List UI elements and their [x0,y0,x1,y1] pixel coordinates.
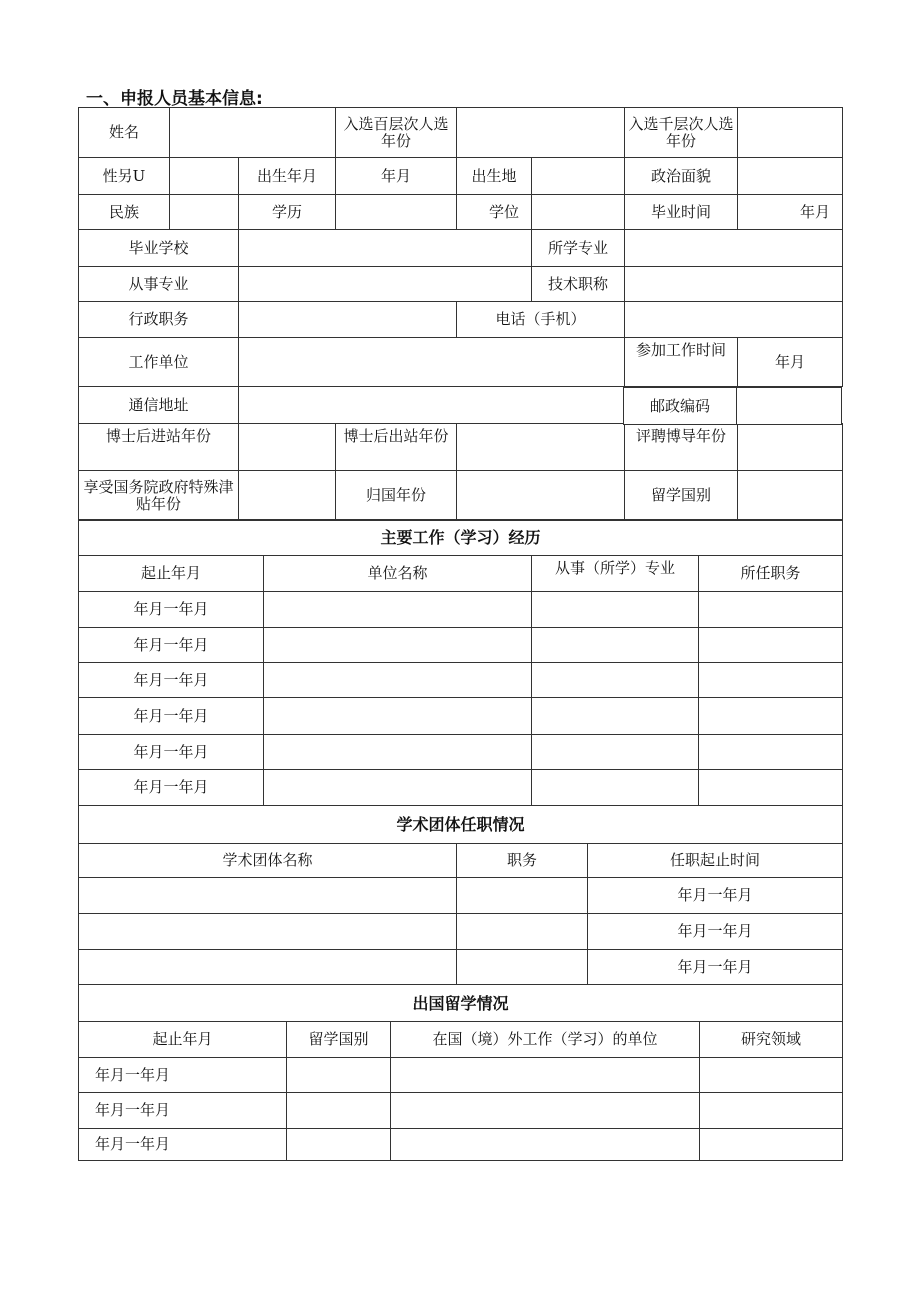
label-birthplace: 出生地 [457,158,532,195]
work-major[interactable] [532,735,699,770]
work-header-employer: 单位名称 [264,556,532,592]
work-section-title: 主要工作（学习）经历 [79,520,843,556]
field-grad-time[interactable]: 年月 [738,195,843,230]
field-phone[interactable] [625,302,843,338]
field-allowance[interactable] [239,471,336,521]
field-birth[interactable]: 年月 [336,158,457,195]
field-thousand-year[interactable] [738,108,843,158]
field-study-country[interactable] [738,471,843,521]
field-birthplace[interactable] [532,158,625,195]
field-name[interactable] [170,108,336,158]
abroad-period[interactable]: 年月一年月 [79,1058,287,1093]
label-address: 通信地址 [79,387,239,424]
label-ethnicity: 民族 [79,195,170,230]
field-ethnicity[interactable] [170,195,239,230]
work-period[interactable]: 年月一年月 [79,628,264,663]
work-period[interactable]: 年月一年月 [79,592,264,628]
table-row [79,914,843,950]
field-school[interactable] [239,230,532,267]
work-post[interactable] [699,592,843,628]
table-row [79,950,843,985]
table-row [79,735,843,770]
field-admin-post[interactable] [239,302,457,338]
label-title: 技术职称 [532,267,625,302]
academic-post[interactable] [457,878,588,914]
work-employer[interactable] [264,698,532,735]
field-title[interactable] [625,267,843,302]
work-major[interactable] [532,770,699,806]
label-postcode-cell: 邮政编码 [624,388,737,425]
field-degree[interactable] [532,195,625,230]
label-postdoc-in: 博士后进站年份 [79,424,239,471]
work-period[interactable]: 年月一年月 [79,663,264,698]
table-row [79,1058,843,1093]
work-period[interactable]: 年月一年月 [79,698,264,735]
address-postcode-row [623,387,842,425]
table-row [79,1093,843,1129]
abroad-country[interactable] [287,1058,391,1093]
field-postdoc-in[interactable] [239,424,336,471]
abroad-country[interactable] [287,1093,391,1129]
academic-name[interactable] [79,950,457,985]
academic-period[interactable]: 年月一年月 [588,914,843,950]
label-allowance: 享受国务院政府特殊津贴年份 [79,471,239,521]
field-gender[interactable] [170,158,239,195]
abroad-header-period: 起止年月 [79,1022,287,1058]
table-row [79,663,843,698]
abroad-field[interactable] [700,1093,843,1129]
academic-name[interactable] [79,878,457,914]
work-major[interactable] [532,628,699,663]
abroad-institution[interactable] [391,1093,700,1129]
field-postcode[interactable] [737,388,842,425]
abroad-header-institution: 在国（境）外工作（学习）的单位 [391,1022,700,1058]
work-major[interactable] [532,663,699,698]
academic-period[interactable]: 年月一年月 [588,950,843,985]
field-education[interactable] [336,195,457,230]
field-work-start[interactable]: 年月 [738,338,843,387]
field-profession[interactable] [239,267,532,302]
table-row [79,1129,843,1161]
abroad-header-field: 研究领域 [700,1022,843,1058]
label-birth: 出生年月 [239,158,336,195]
academic-post[interactable] [457,950,588,985]
academic-header-name: 学术团体名称 [79,844,457,878]
work-post[interactable] [699,735,843,770]
abroad-period[interactable]: 年月一年月 [79,1093,287,1129]
academic-name[interactable] [79,914,457,950]
label-profession: 从事专业 [79,267,239,302]
label-school: 毕业学校 [79,230,239,267]
field-hundred-year[interactable] [457,108,625,158]
label-degree: 学位 [457,195,532,230]
work-major[interactable] [532,592,699,628]
academic-header-period: 任职起止时间 [588,844,843,878]
academic-post[interactable] [457,914,588,950]
work-employer[interactable] [264,735,532,770]
work-period[interactable]: 年月一年月 [79,735,264,770]
field-doctoral-supervisor[interactable] [738,424,843,471]
field-return-year[interactable] [457,471,625,521]
academic-table [78,805,843,985]
table-row [79,698,843,735]
academic-section-title: 学术团体任职情况 [79,806,843,844]
basic-info-table [78,107,843,521]
work-employer[interactable] [264,628,532,663]
field-politics[interactable] [738,158,843,195]
abroad-institution[interactable] [391,1129,700,1161]
label-gender: 性另U [79,158,170,195]
work-employer[interactable] [264,663,532,698]
label-postdoc-out: 博士后出站年份 [336,424,457,471]
work-header-post: 所任职务 [699,556,843,592]
academic-header-post: 职务 [457,844,588,878]
table-row [79,878,843,914]
label-return-year: 归国年份 [336,471,457,521]
work-post[interactable] [699,698,843,735]
label-grad-time: 毕业时间 [625,195,738,230]
field-employer[interactable] [239,338,625,387]
label-hundred-year: 入选百层次人选年份 [336,108,457,158]
label-major: 所学专业 [532,230,625,267]
abroad-field[interactable] [700,1129,843,1161]
abroad-field[interactable] [700,1058,843,1093]
work-employer[interactable] [264,592,532,628]
work-period[interactable]: 年月一年月 [79,770,264,806]
table-row [79,770,843,806]
abroad-period[interactable]: 年月一年月 [79,1129,287,1161]
abroad-header-country: 留学国别 [287,1022,391,1058]
abroad-table [78,984,843,1161]
label-education: 学历 [239,195,336,230]
abroad-institution[interactable] [391,1058,700,1093]
work-history-table [78,519,843,806]
work-post[interactable] [699,663,843,698]
label-thousand-year: 入选千层次人选年份 [625,108,738,158]
work-major[interactable] [532,698,699,735]
label-phone: 电话（手机） [457,302,625,338]
label-politics: 政治面貌 [625,158,738,195]
work-employer[interactable] [264,770,532,806]
field-major[interactable] [625,230,843,267]
table-row [79,592,843,628]
table-row [79,628,843,663]
section-heading: 一、申报人员基本信息: [86,89,263,109]
label-work-start: 参加工作时间 [625,338,738,387]
label-doctoral-supervisor: 评聘博导年份 [625,424,738,471]
abroad-section-title: 出国留学情况 [79,985,843,1022]
label-admin-post: 行政职务 [79,302,239,338]
label-name: 姓名 [79,108,170,158]
work-post[interactable] [699,770,843,806]
work-header-major: 从事（所学）专业 [532,556,699,592]
work-post[interactable] [699,628,843,663]
label-employer: 工作单位 [79,338,239,387]
abroad-country[interactable] [287,1129,391,1161]
field-postdoc-out[interactable] [457,424,625,471]
academic-period[interactable]: 年月一年月 [588,878,843,914]
label-study-country: 留学国别 [625,471,738,521]
work-header-period: 起止年月 [79,556,264,592]
